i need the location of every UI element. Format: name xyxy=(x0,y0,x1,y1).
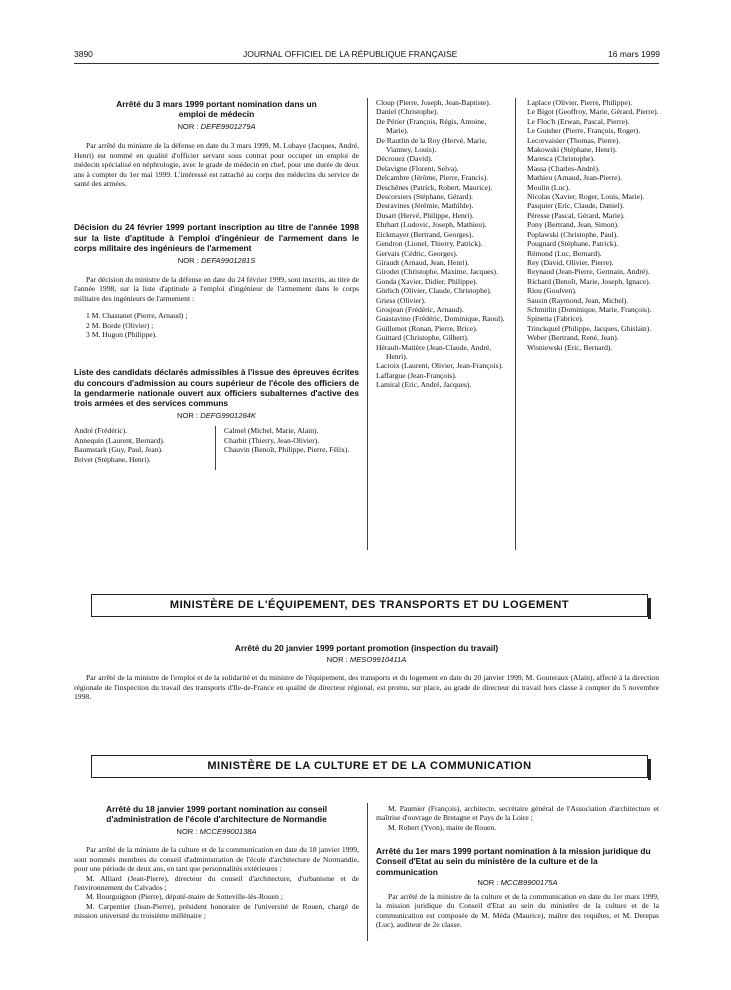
column-divider xyxy=(215,426,216,470)
list-item: Grosjean (Frédéric, Arnaud). xyxy=(376,304,464,314)
section-title: Décision du 24 février 1999 portant inscription au titre de l'année 1998 sur la liste d'aptitude à l'emploi d'ingénieur de l'armement dans le corps militaire des ingénieurs de l'armement xyxy=(74,222,359,253)
section-decision-armement xyxy=(74,222,359,339)
list-item: 2 M. Borde (Olivier) ; xyxy=(86,320,154,330)
list-item: Trinckquel (Philippe, Jacques, Ghislain). xyxy=(527,323,652,333)
column-divider xyxy=(367,98,368,550)
section-title: Arrêté du 1er mars 1999 portant nomination à la mission juridique du Conseil d'Etat au sein du ministère de la culture et de la communication xyxy=(376,846,651,877)
nor-code: DEFE9901279A xyxy=(200,122,256,132)
aptitude-list xyxy=(74,311,359,339)
list-item: Charbit (Thierry, Jean-Olivier). xyxy=(224,435,320,445)
list-item: Guastavino (Frédéric, Dominique, Raoul). xyxy=(376,314,505,324)
list-item: 1 M. Chastanet (Pierre, Arnaud) ; xyxy=(86,311,188,321)
candidate-list xyxy=(224,426,359,454)
column-divider xyxy=(515,98,516,550)
header-rule xyxy=(74,63,659,64)
nor-reference xyxy=(74,122,359,131)
ministry-heading: MINISTÈRE DE LA CULTURE ET DE LA COMMUNICATION xyxy=(91,755,648,778)
nor-reference xyxy=(74,827,359,836)
section-title: Arrêté du 20 janvier 1999 portant promotion (inspection du travail) xyxy=(234,643,499,653)
section-title: Arrêté du 3 mars 1999 portant nomination dans un emploi de médecin xyxy=(116,99,317,120)
list-item: Baumstark (Guy, Paul, Jean). xyxy=(74,445,163,455)
nor-reference xyxy=(74,256,359,265)
list-item: Nicolas (Xavier, Roger, Louis, Marie). xyxy=(527,192,645,202)
list-item: Gervais (Cédric, Georges). xyxy=(376,248,458,258)
list-item: Descorsiers (Stéphane, Gérard). xyxy=(376,192,473,202)
list-item: Makowski (Stéphane, Henri). xyxy=(527,145,617,155)
list-item: Hérault-Matière (Jean-Claude, André, Henri). xyxy=(376,342,492,361)
ministry-heading: MINISTÈRE DE L'ÉQUIPEMENT, DES TRANSPORTS ET DU LOGEMENT xyxy=(91,594,648,617)
list-item: Girodet (Christophe, Maxime, Jacques). xyxy=(376,267,498,277)
nor-label: NOR : xyxy=(177,122,201,132)
list-item: Calmel (Michel, Marie, Alain). xyxy=(224,426,319,436)
list-item: Laffargue (Jean-François). xyxy=(376,370,457,380)
list-item: Gonda (Xavier, Didier, Philippe). xyxy=(376,276,478,286)
list-item: Rémond (Luc, Bernard). xyxy=(527,248,602,258)
candidate-list xyxy=(376,98,506,390)
list-item: Eickmayer (Bertrand, Georges). xyxy=(376,229,474,239)
left-column xyxy=(74,99,359,470)
list-item: Poplawski (Christophe, Paul). xyxy=(527,229,619,239)
nor-label: NOR : xyxy=(176,827,200,837)
section-title: Liste des candidats déclarés admissibles à l'issue des épreuves écrites du concours d'admission au cours supérieur de l'école des officiers de la gendarmerie nationale ouvert aux officiers subalternes d'active des trois armées et des services communs xyxy=(74,367,359,409)
list-item: Gendron (Lionel, Thierry, Patrick). xyxy=(376,239,483,249)
list-item: Griess (Olivier). xyxy=(376,295,426,305)
body-paragraph: M. Paumier (François), architecte, secrétaire général de l'Association d'architecture et maîtrise d'ouvrage de Bretagne et Pays de la Loire ; xyxy=(376,804,659,823)
body-paragraph: Par arrêté du ministre de la défense en date du 3 mars 1999, M. Lubaye (Jacques, André, Henri) est nommé en qualité d'officier servant sous contrat pour occuper un emploi de médecin spécialisé en néphrologie, avec le grade de médecin en chef, pour une durée de deux ans à compter du 1er mai 1999. L'intéressé est rattaché au corps des médecins du service de santé des armées. xyxy=(74,141,359,189)
list-item: Dusart (Hervé, Philippe, Henri). xyxy=(376,210,474,220)
section-mission-juridique xyxy=(376,846,659,929)
list-item: Lamiral (Eric, André, Jacques). xyxy=(376,380,472,390)
list-item: Deschênes (Patrick, Robert, Maurice). xyxy=(376,182,493,192)
list-item: Reynaud (Jean-Pierre, Germain, André). xyxy=(527,267,650,277)
section-promotion-inspection xyxy=(74,643,659,701)
list-item: Schmitlin (Dominique, Marie, François). xyxy=(527,304,652,314)
nor-code: MCCB9900175A xyxy=(500,877,558,887)
section-liste-candidats xyxy=(74,367,359,470)
body-paragraph: M. Robert (Yvon), maire de Rouen. xyxy=(388,822,497,832)
list-item: Giraudt (Arnaud, Jean, Henri). xyxy=(376,257,470,267)
list-item: Görlich (Olivier, Claude, Christophe). xyxy=(376,286,492,296)
journal-title: JOURNAL OFFICIEL DE LA RÉPUBLIQUE FRANÇAISE xyxy=(243,49,458,59)
nor-label: NOR : xyxy=(477,877,501,887)
section-arrete-medecin xyxy=(74,99,359,188)
list-item: Riou (Goulven). xyxy=(527,286,577,296)
body-paragraph: Par décision du ministre de la défense en date du 24 février 1999, sont inscrits, au titre de l'année 1998, sur la liste d'aptitude à l'emploi d'ingénieur de l'armement dans le corps militaire des ingénieurs de l'armement : xyxy=(74,275,359,303)
body-paragraph: M. Carpentier (Jean-Pierre), président honoraire de l'université de Rouen, chargé de mission université du troisième millénaire ; xyxy=(74,901,359,921)
list-item: Le Floc'h (Erwan, Pascal, Pierre). xyxy=(527,116,630,126)
list-item: Annequin (Laurent, Bernard). xyxy=(74,435,165,445)
list-item: Desravines (Jérémie, Mathilde). xyxy=(376,201,474,211)
list-item: Chauvin (Benoît, Philippe, Pierre, Félix). xyxy=(224,445,350,455)
list-item: Delcambre (Jérôme, Pierre, Francis). xyxy=(376,173,489,183)
nor-code: MCCE9900138A xyxy=(199,827,257,837)
list-item: De Rautlin de la Roy (Hervé, Marie, Vianney, Louis). xyxy=(376,135,487,155)
list-item: Delavigne (Florent, Selva). xyxy=(376,163,459,173)
list-item: Laplace (Olivier, Pierre, Philippe). xyxy=(527,98,633,107)
list-item: Guittard (Christophe, Gilbert). xyxy=(376,333,469,343)
list-item: 3 M. Hugon (Philippe). xyxy=(86,330,158,340)
nor-reference xyxy=(74,655,659,664)
nor-reference xyxy=(74,411,359,420)
page-number: 3890 xyxy=(74,49,93,59)
column-divider xyxy=(367,803,368,941)
list-item: Sausin (Raymond, Jean, Michel). xyxy=(527,295,629,305)
list-item: Cloup (Pierre, Joseph, Jean-Baptiste). xyxy=(376,98,491,107)
nor-code: MESO9910411A xyxy=(349,655,407,665)
middle-column xyxy=(376,98,506,390)
nor-code: DEFA9901281S xyxy=(200,256,256,266)
nor-label: NOR : xyxy=(177,411,201,421)
list-item: Maresca (Christophe). xyxy=(527,154,595,164)
list-item: Lecorvaisier (Thomas, Pierre). xyxy=(527,135,621,145)
list-item: Pasquier (Eric, Claude, Daniel). xyxy=(527,201,624,211)
candidate-list xyxy=(527,98,659,352)
list-item: Le Guisher (Pierre, François, Roger). xyxy=(527,126,641,136)
list-item: Le Bigot (Geoffroy, Marie, Gérard, Pierre). xyxy=(527,107,659,117)
list-item: Spinetta (Fabrice). xyxy=(527,314,584,324)
right-column xyxy=(527,98,659,352)
list-item: Richard (Benoît, Marie, Joseph, Ignace). xyxy=(527,276,651,286)
candidate-names-columns xyxy=(74,426,359,470)
body-paragraph: Par arrêté de la ministre de la culture et de la communication en date du 1er mars 1999, la mission juridique du Conseil d'Etat au sein du ministère de la culture et de la communication est composée de M. Méda (Maurice), maître des requêtes, et M. Derepas (Luc), auditeur de 2e classe. xyxy=(376,891,659,930)
list-item: Mathieu (Arnaud, Jean-Pierre). xyxy=(527,173,622,183)
list-item: Décrouez (David). xyxy=(376,154,433,164)
list-item: Wisniewski (Eric, Bernard). xyxy=(527,342,613,352)
list-item: Guillemot (Ronan, Pierre, Brice). xyxy=(376,323,478,333)
list-item: Pougnard (Stéphane, Patrick). xyxy=(527,239,619,249)
list-item: Ehrhart (Ludovic, Joseph, Mathieu). xyxy=(376,220,487,230)
issue-date: 16 mars 1999 xyxy=(608,49,660,59)
list-item: André (Frédéric). xyxy=(74,426,128,436)
list-item: De Périer (François, Régis, Antoine, Marie). xyxy=(376,116,487,136)
list-item: Brivet (Stéphane, Henri). xyxy=(74,454,151,464)
list-item: Weber (Bertrand, René, Jean). xyxy=(527,333,619,343)
nor-label: NOR : xyxy=(177,256,201,266)
list-item: Rey (David, Olivier, Pierre). xyxy=(527,257,614,267)
list-item: Moulin (Luc). xyxy=(527,182,571,192)
list-item: Péresse (Pascal, Gérard, Marie). xyxy=(527,210,625,220)
nor-label: NOR : xyxy=(326,655,350,665)
section-ecole-architecture xyxy=(74,804,359,921)
list-item: Daniel (Christophe). xyxy=(376,107,439,117)
right-bottom-column xyxy=(376,804,659,929)
nor-reference xyxy=(376,878,659,887)
list-item: Massa (Charles-André). xyxy=(527,163,600,173)
body-paragraph: M. Alliard (Jean-Pierre), directeur du conseil d'architecture, d'urbanisme et de l'environnement du Calvados ; xyxy=(74,873,359,893)
body-paragraph: M. Bourguignon (Pierre), député-maire de Sotteville-lès-Rouen ; xyxy=(86,892,283,902)
body-paragraph: Par arrêté de la ministre de la culture et de la communication en date du 18 janvier 1999, sont nommés membres du conseil d'administration de l'école d'architecture de Normandie, pour une période de deux ans, en tant que personnalités extérieures : xyxy=(74,845,359,874)
list-item: Pony (Bertrand, Jean, Simon). xyxy=(527,220,619,230)
list-item: Lacroix (Laurent, Olivier, Jean-François). xyxy=(376,361,504,371)
body-paragraph: Par arrêté de la ministre de l'emploi et de la solidarité et du ministre de l'équipement, des transports et du logement en date du 20 janvier 1999, M. Gouteraux (Alain), affecté à la direction régionale de l'inspection du travail des transports d'Ile-de-France en qualité de directeur régional, est promu, sur place, au grade de directeur du travail hors classe à compter du 5 novembre 1998. xyxy=(74,673,659,702)
nor-code: DEFG9901284K xyxy=(200,411,256,421)
section-title: Arrêté du 18 janvier 1999 portant nomination au conseil d'administration de l'école d'architecture de Normandie xyxy=(105,804,328,825)
candidate-list xyxy=(74,426,209,464)
